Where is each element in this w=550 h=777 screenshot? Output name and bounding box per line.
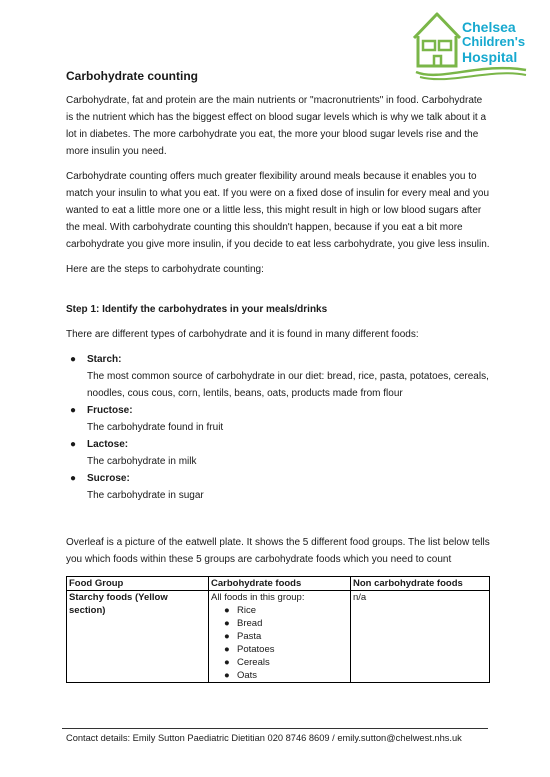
type-description: The most common source of carbohydrate in our diet: bread, rice, pasta, potatoes, cereals, noodles, cous cous, corn, lentils, beans, oats, products made from flour bbox=[87, 371, 489, 399]
column-header-carbohydrate-foods: Carbohydrate foods bbox=[209, 577, 351, 591]
bullet-icon: ● bbox=[224, 618, 230, 629]
food-group-table bbox=[66, 576, 490, 683]
type-description: The carbohydrate in milk bbox=[87, 456, 197, 467]
type-name: Starch: bbox=[87, 354, 122, 365]
type-description: The carbohydrate found in fruit bbox=[87, 422, 224, 433]
bullet-icon: ● bbox=[224, 605, 230, 616]
list-item bbox=[211, 617, 348, 630]
overleaf-paragraph: Overleaf is a picture of the eatwell plate. It shows the 5 different food groups. The list below tells you which foods within these 5 groups are carbohydrate foods which you need to count bbox=[66, 537, 490, 565]
list-item bbox=[211, 630, 348, 643]
footer-divider bbox=[62, 728, 488, 729]
list-item bbox=[211, 656, 348, 669]
list-item bbox=[66, 402, 490, 436]
type-name: Lactose: bbox=[87, 439, 129, 450]
bullet-icon: ● bbox=[70, 405, 77, 416]
bullet-icon: ● bbox=[224, 644, 230, 655]
list-item bbox=[211, 643, 348, 656]
bullet-icon: ● bbox=[70, 354, 77, 365]
list-item bbox=[66, 351, 490, 402]
food-item: Cereals bbox=[237, 657, 270, 668]
bullet-icon: ● bbox=[224, 657, 230, 668]
column-header-food-group: Food Group bbox=[67, 577, 209, 591]
step-1-heading: Step 1: Identify the carbohydrates in your meals/drinks bbox=[66, 304, 328, 315]
document-body bbox=[66, 68, 490, 683]
food-item: Bread bbox=[237, 618, 263, 629]
bullet-icon: ● bbox=[70, 473, 77, 484]
logo-line-2: Children's bbox=[462, 34, 526, 49]
table-row bbox=[67, 591, 490, 683]
logo-line-1: Chelsea bbox=[462, 19, 516, 35]
food-item: Pasta bbox=[237, 631, 262, 642]
carb-foods-list bbox=[211, 604, 348, 682]
bullet-icon: ● bbox=[70, 439, 77, 450]
footer-contact-details: Contact details: Emily Sutton Paediatric Dietitian 020 8746 8609 / emily.sutton@chelwest.nhs.uk bbox=[66, 733, 462, 743]
food-group-cell: Starchy foods (Yellow section) bbox=[67, 591, 209, 683]
carb-foods-intro: All foods in this group: bbox=[211, 592, 305, 603]
type-description: The carbohydrate in sugar bbox=[87, 490, 204, 501]
carbohydrate-foods-cell bbox=[209, 591, 351, 683]
column-header-non-carbohydrate-foods: Non carbohydrate foods bbox=[351, 577, 490, 591]
bullet-icon: ● bbox=[224, 631, 230, 642]
list-item bbox=[211, 669, 348, 682]
food-item: Rice bbox=[237, 605, 257, 616]
carbohydrate-types-list bbox=[66, 351, 490, 504]
list-item bbox=[211, 604, 348, 617]
food-item: Oats bbox=[237, 670, 258, 681]
intro-paragraph-3: Here are the steps to carbohydrate counting: bbox=[66, 264, 264, 275]
intro-paragraph-2: Carbohydrate counting offers much greater flexibility around meals because it enables you to match your insulin to what you eat. If you were on a fixed dose of insulin for every meal and you wanted to eat a little more one or a little less, this might result in high or low blood sugars after the meal. With carbohydrate counting this shouldn't happen, because if you eat a bit more carbohydrate you give more insulin, if you decide to eat less carbohydrate, you give less insulin. bbox=[66, 171, 490, 250]
type-name: Sucrose: bbox=[87, 473, 130, 484]
food-item: Potatoes bbox=[237, 644, 275, 655]
list-item bbox=[66, 470, 490, 504]
logo-line-3: Hospital bbox=[462, 49, 518, 65]
table-header-row bbox=[67, 577, 490, 591]
page-title: Carbohydrate counting bbox=[66, 69, 199, 83]
non-carbohydrate-foods-cell: n/a bbox=[351, 591, 490, 683]
type-name: Fructose: bbox=[87, 405, 133, 416]
intro-paragraph-1: Carbohydrate, fat and protein are the main nutrients or "macronutrients" in food. Carbohydrate is the nutrient which has the biggest effect on blood sugar levels which is why we talk about it a lot in diabetes. The more carbohydrate you eat, the more your blood sugar levels rise and the more insulin you need. bbox=[66, 95, 487, 157]
bullet-icon: ● bbox=[224, 670, 230, 681]
step-1-intro: There are different types of carbohydrate and it is found in many different foods: bbox=[66, 329, 419, 340]
list-item bbox=[66, 436, 490, 470]
